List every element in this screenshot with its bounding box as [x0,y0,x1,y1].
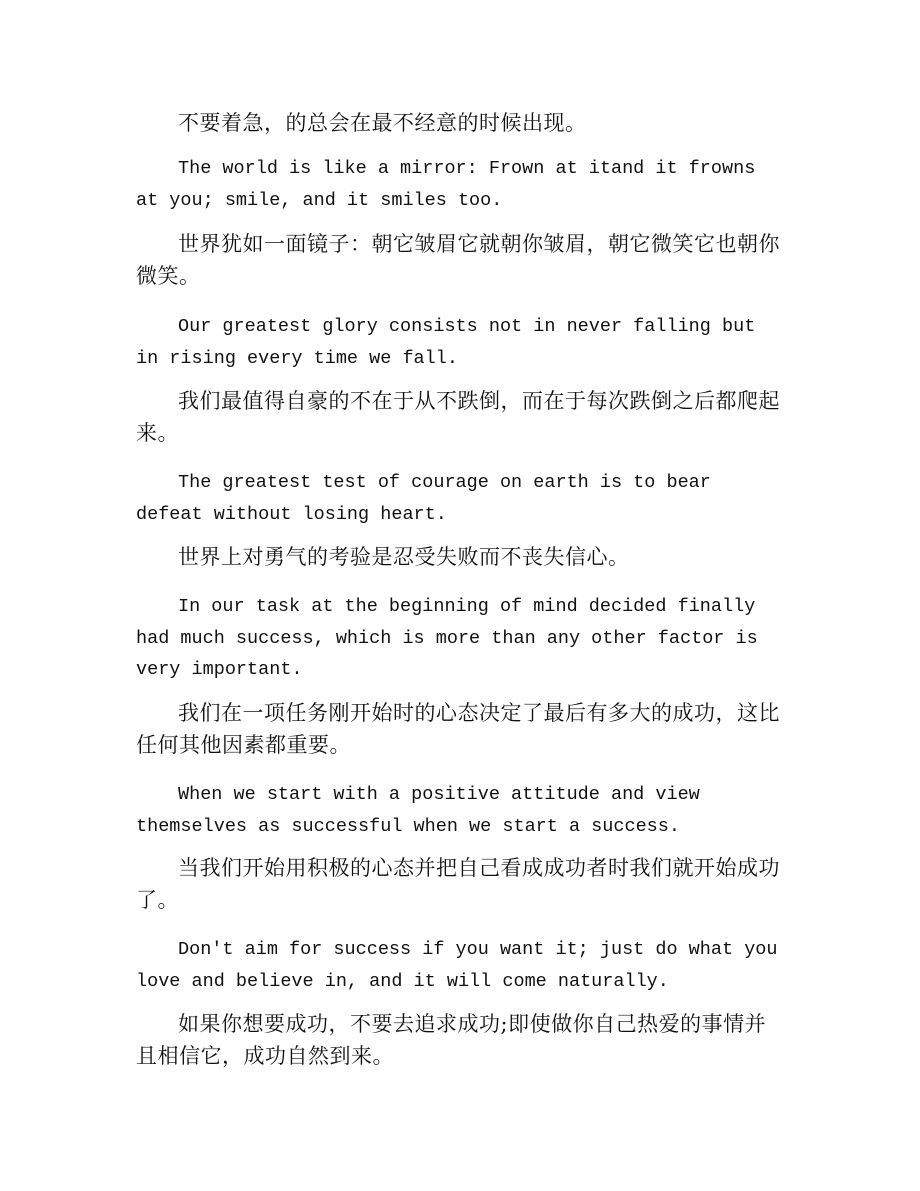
paragraph-en-3: The greatest test of courage on earth is to bear defeat without losing heart. [136,472,711,525]
paragraph-en-2: Our greatest glory consists not in never falling but in rising every time we fall. [136,316,756,369]
paragraph-zh-4: 世界上对勇气的考验是忍受失败而不丧失信心。 [178,545,630,569]
paragraph-zh-6: 当我们开始用积极的心态并把自己看成成功者时我们就开始成功了。 [136,856,780,912]
paragraph-en-4: In our task at the beginning of mind decided finally had much success, which is more than any other factor is very important. [136,596,758,680]
paragraph-en-6: Don't aim for success if you want it; just do what you love and believe in, and it will come naturally. [136,939,778,992]
paragraph-en-5: When we start with a positive attitude and view themselves as successful when we start a success. [136,784,700,837]
paragraph-zh-1: 不要着急，的总会在最不经意的时候出现。 [178,111,587,135]
paragraph-zh-7: 如果你想要成功，不要去追求成功;即使做你自己热爱的事情并且相信它，成功自然到来。 [136,1012,767,1068]
paragraph-zh-2: 世界犹如一面镜子：朝它皱眉它就朝你皱眉，朝它微笑它也朝你微笑。 [136,232,780,288]
paragraph-zh-3: 我们最值得自豪的不在于从不跌倒，而在于每次跌倒之后都爬起来。 [136,389,780,445]
paragraph-en-1: The world is like a mirror: Frown at itand it frowns at you; smile, and it smiles too. [136,158,756,211]
paragraph-zh-5: 我们在一项任务刚开始时的心态决定了最后有多大的成功，这比任何其他因素都重要。 [136,701,780,757]
